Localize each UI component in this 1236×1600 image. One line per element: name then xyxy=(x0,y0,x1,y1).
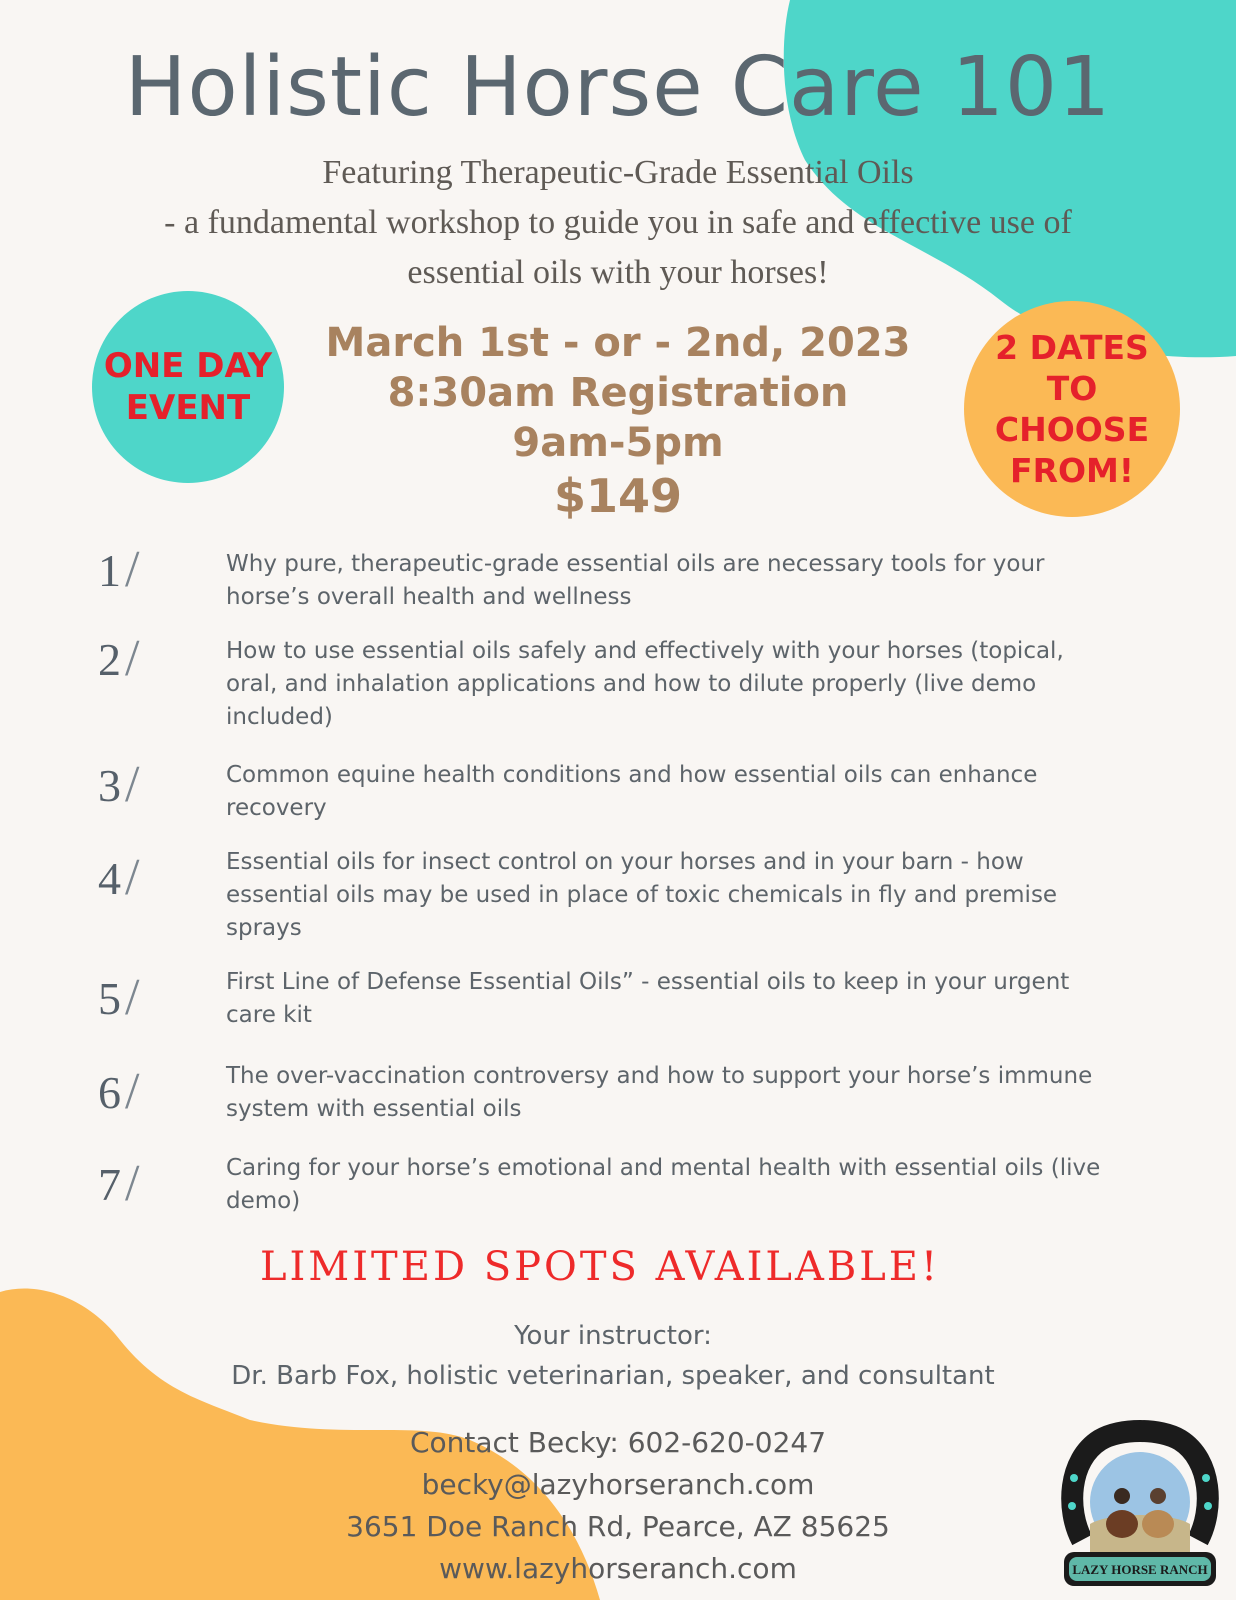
item-text: Essential oils for insect control on your horses and in your barn - how essential oils may be used in place of toxic chemicals in fly and premise sprays xyxy=(226,849,1058,941)
event-dates: March 1st - or - 2nd, 2023 xyxy=(325,320,911,366)
badge-right-line-2: TO xyxy=(1046,369,1098,408)
badge-left-line-1: ONE DAY xyxy=(103,346,273,386)
item-text: First Line of Defense Essential Oils” - essential oils to keep in your urgent care kit xyxy=(226,969,1070,1028)
instructor-block xyxy=(0,1316,1226,1396)
event-hours: 9am-5pm xyxy=(512,420,724,466)
item-text: The over-vaccination controversy and how to support your horse’s immune system with essential oils xyxy=(226,1063,1093,1122)
svg-text:LAZY HORSE RANCH: LAZY HORSE RANCH xyxy=(1072,1562,1208,1577)
two-dates-badge xyxy=(964,301,1180,517)
item-text: Common equine health conditions and how essential oils can enhance recovery xyxy=(226,762,1038,821)
instructor-name: Dr. Barb Fox, holistic veterinarian, speaker, and consultant xyxy=(231,1361,995,1391)
contact-email[interactable]: becky@lazyhorseranch.com xyxy=(421,1468,815,1501)
subtitle-line-2: - a fundamental workshop to guide you in safe and effective use of xyxy=(164,204,1072,241)
item-text: Why pure, therapeutic-grade essential oils are necessary tools for your horse’s overall health and wellness xyxy=(226,551,1045,610)
instructor-label: Your instructor: xyxy=(514,1321,712,1351)
badge-right-line-1: 2 DATES xyxy=(995,328,1149,367)
event-info xyxy=(300,318,936,524)
item-number: 4/ xyxy=(98,849,140,906)
badge-right-line-3: CHOOSE xyxy=(994,410,1150,449)
item-text: How to use essential oils safely and effectively with your horses (topical, oral, and inhalation applications and how to dilute properly (live demo included) xyxy=(226,638,1064,730)
one-day-event-badge xyxy=(92,291,284,483)
badge-right-line-4: FROM! xyxy=(1010,451,1134,490)
subtitle xyxy=(60,148,1176,298)
item-number: 6/ xyxy=(98,1063,140,1120)
limited-spots-banner: LIMITED SPOTS AVAILABLE! xyxy=(259,1244,941,1290)
badge-left-line-2: EVENT xyxy=(125,388,251,428)
event-price: $149 xyxy=(553,469,683,523)
subtitle-line-1: Featuring Therapeutic-Grade Essential Oils xyxy=(322,154,914,191)
item-number: 3/ xyxy=(98,756,140,813)
item-text: Caring for your horse’s emotional and mental health with essential oils (live demo) xyxy=(226,1155,1101,1214)
lazy-horse-ranch-logo xyxy=(1060,1420,1220,1592)
event-registration: 8:30am Registration xyxy=(387,370,849,416)
subtitle-line-3: essential oils with your horses! xyxy=(407,254,829,291)
item-number: 1/ xyxy=(98,541,140,598)
item-number: 2/ xyxy=(98,630,140,687)
contact-phone[interactable]: Contact Becky: 602-620-0247 xyxy=(409,1426,827,1459)
item-number: 5/ xyxy=(98,969,140,1026)
item-number: 7/ xyxy=(98,1155,140,1212)
contact-address: 3651 Doe Ranch Rd, Pearce, AZ 85625 xyxy=(346,1510,890,1543)
contact-block xyxy=(0,1422,1236,1590)
page-title: Holistic Horse Care 101 xyxy=(124,40,1112,135)
contact-website[interactable]: www.lazyhorseranch.com xyxy=(439,1552,797,1585)
